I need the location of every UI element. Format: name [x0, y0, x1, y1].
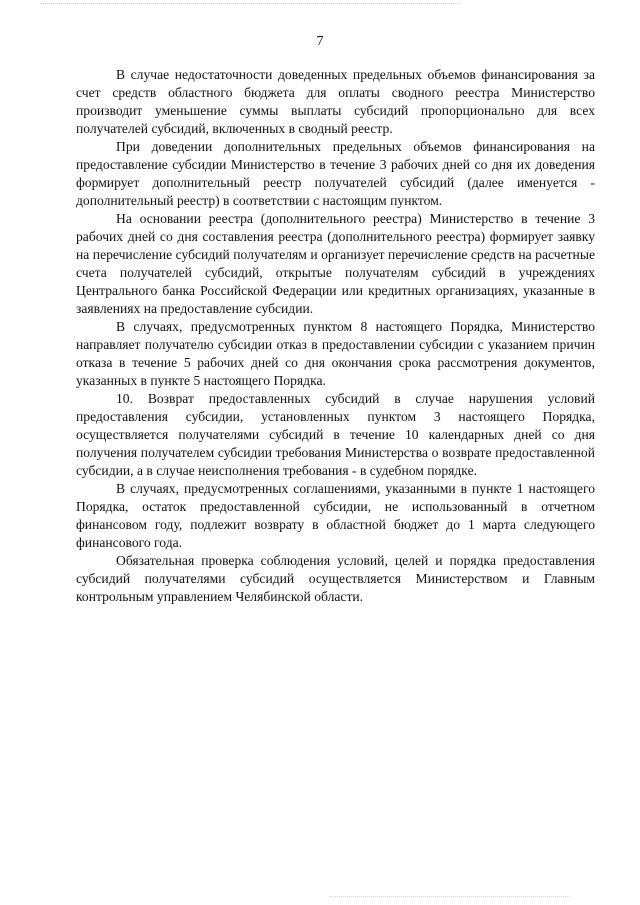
paragraph-transfer-request: На основании реестра (дополнительного реестра) Министерство в течение 3 рабочих дней со дня составления реестра (дополнительного реестра) формирует заявку на перечисление субсидий получателям и организует перечисление средств на расчетные счета получателей субсидий, открытые получателям субсидий в учреждениях Центрального банка Российской Федерации или кредитных организациях, указанные в заявлениях на предоставление субсидии. — [76, 211, 595, 316]
paragraph-unused-balance: В случаях, предусмотренных соглашениями, указанными в пункте 1 настоящего Порядка, остаток предоставленной субсидии, не использованный в отчетном финансовом году, подлежит возврату в областной бюджет до 1 марта следующего финансового года. — [76, 481, 595, 550]
paragraph-mandatory-audit: Обязательная проверка соблюдения условий, целей и порядка предоставления субсидий получателями субсидий осуществляется Министерством и Главным контрольным управлением Челябинской области. — [76, 553, 595, 604]
paragraph-subsidy-return: 10. Возврат предоставленных субсидий в случае нарушения условий предоставления субсидии, установленных пунктом 3 настоящего Порядка, осуществляется получателями субсидий в течение 10 календарных дней со дня получения получателем субсидии требования Министерства о возврате предоставленной субсидии, а в случае неисполнения требования - в судебном порядке. — [76, 391, 595, 478]
paragraph-additional-registry: При доведении дополнительных предельных объемов финансирования на предоставление субсидии Министерство в течение 3 рабочих дней со дня их доведения формирует дополнительный реестр получателей субсидий (далее именуется - дополнительный реестр) в соответствии с настоящим пунктом. — [76, 139, 595, 208]
scan-artifact-bottom — [330, 896, 570, 899]
page-number: 7 — [316, 34, 324, 49]
paragraph-refusal-notice: В случаях, предусмотренных пунктом 8 настоящего Порядка, Министерство направляет получателю субсидии отказ в предоставлении субсидии с указанием причин отказа в течение 5 рабочих дней со дня окончания срока рассмотрения документов, указанных в пункте 5 настоящего Порядка. — [76, 319, 595, 388]
scan-artifact-top — [40, 3, 460, 7]
document-body — [76, 66, 595, 606]
paragraph-budget-shortfall: В случае недостаточности доведенных предельных объемов финансирования за счет средств областного бюджета для оплаты сводного реестра Министерство производит уменьшение суммы выплаты субсидий пропорционально для всех получателей субсидий, включенных в сводный реестр. — [76, 67, 595, 136]
